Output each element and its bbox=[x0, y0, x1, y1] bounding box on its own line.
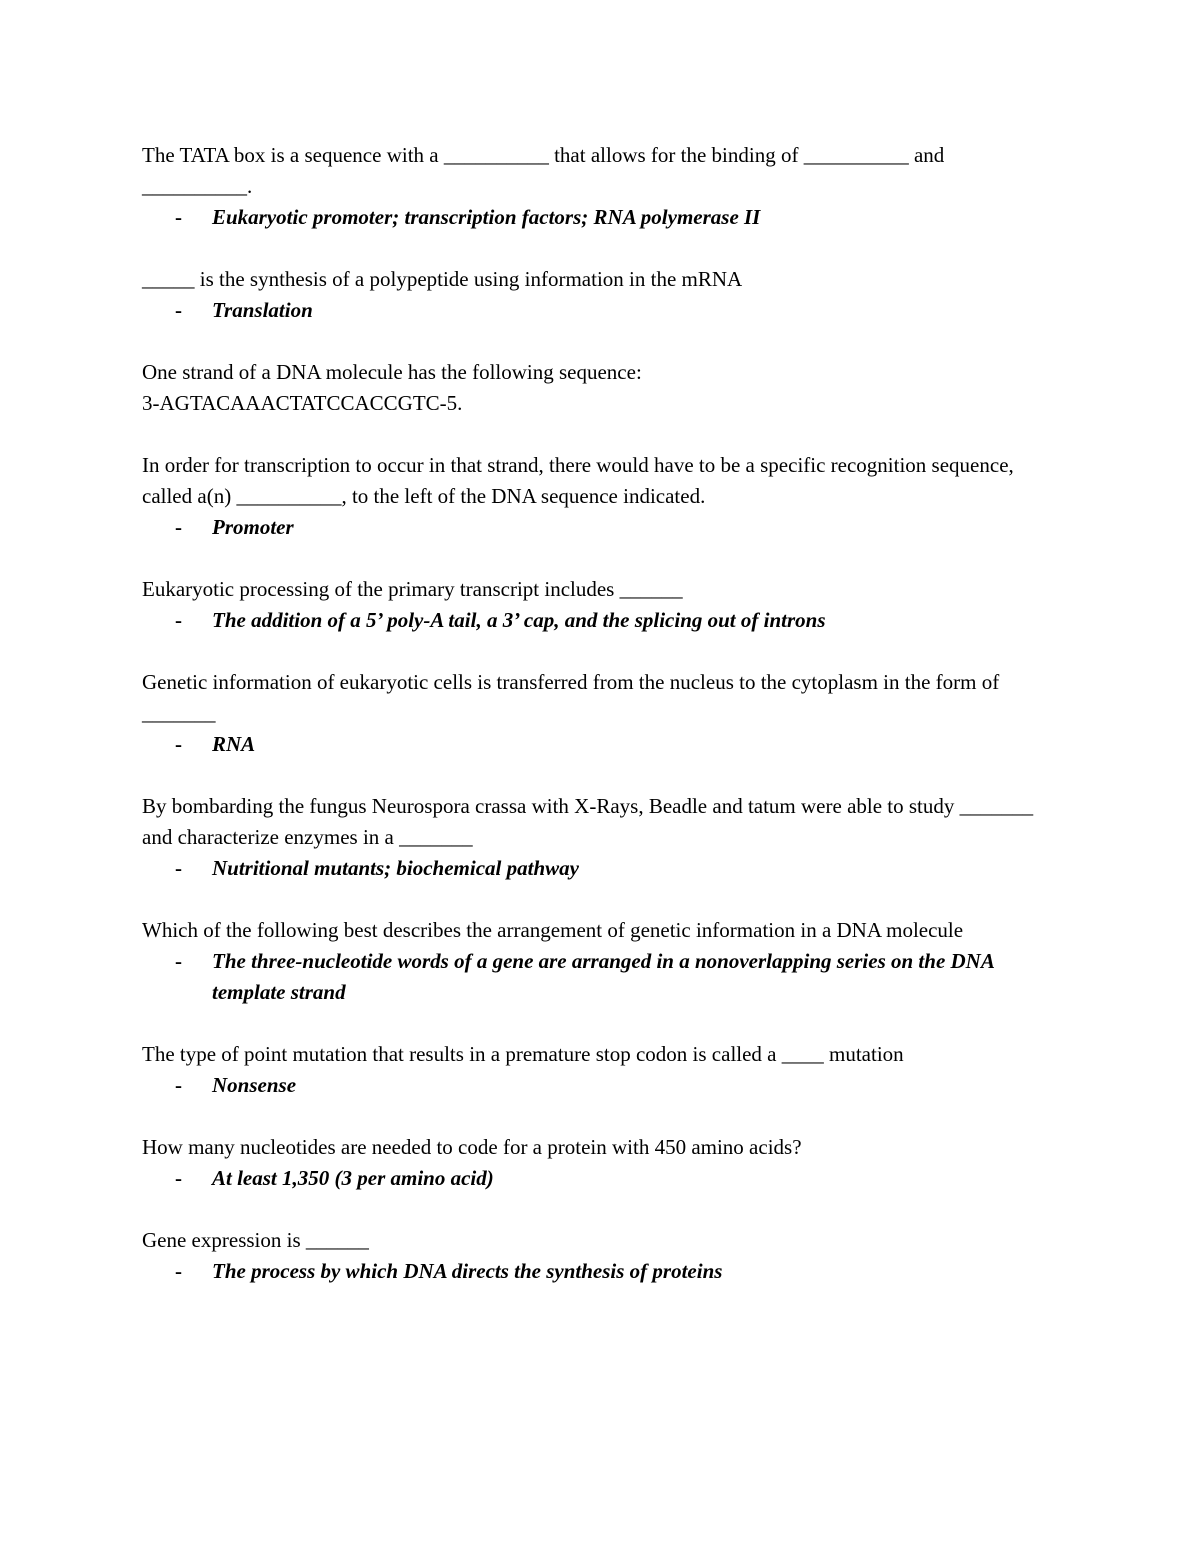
document-body bbox=[142, 140, 1057, 1287]
question-text: _____ is the synthesis of a polypeptide using information in the mRNA bbox=[142, 267, 743, 291]
bullet-dash: - bbox=[175, 515, 182, 539]
qa-item-translation bbox=[142, 264, 1057, 326]
answer-label: Eukaryotic promoter; transcription factors; RNA polymerase II bbox=[212, 205, 761, 229]
bullet-dash: - bbox=[175, 298, 182, 322]
qa-item-gene-expression bbox=[142, 1225, 1057, 1287]
question-text: Gene expression is ______ bbox=[142, 1228, 369, 1252]
bullet-dash: - bbox=[175, 608, 182, 632]
answer-text bbox=[142, 512, 1057, 543]
qa-item-promoter bbox=[142, 450, 1057, 543]
answer-text bbox=[142, 605, 1057, 636]
bullet-dash: - bbox=[175, 856, 182, 880]
qa-item-neurospora bbox=[142, 791, 1057, 884]
bullet-dash: - bbox=[175, 1166, 182, 1190]
bullet-dash: - bbox=[175, 732, 182, 756]
answer-text bbox=[142, 729, 1057, 760]
answer-text bbox=[142, 946, 1057, 1008]
qa-item-point-mutation bbox=[142, 1039, 1057, 1101]
qa-item-genetic-info bbox=[142, 667, 1057, 760]
bullet-dash: - bbox=[175, 1073, 182, 1097]
answer-label: Nutritional mutants; biochemical pathway bbox=[212, 856, 579, 880]
answer-label: Nonsense bbox=[212, 1073, 297, 1097]
qa-item-arrangement bbox=[142, 915, 1057, 1008]
answer-label: Promoter bbox=[212, 515, 294, 539]
bullet-dash: - bbox=[175, 1259, 182, 1283]
answer-label: The addition of a 5’ poly-A tail, a 3’ cap, and the splicing out of introns bbox=[212, 608, 826, 632]
question-text: One strand of a DNA molecule has the following sequence: bbox=[142, 360, 642, 384]
answer-text bbox=[142, 1256, 1057, 1287]
question-text: The TATA box is a sequence with a __________ that allows for the binding of __________ and __________. bbox=[142, 143, 945, 198]
answer-label: Translation bbox=[212, 298, 313, 322]
bullet-dash: - bbox=[175, 949, 182, 973]
answer-label: RNA bbox=[212, 732, 256, 756]
question-text: Which of the following best describes the arrangement of genetic information in a DNA molecule bbox=[142, 918, 964, 942]
qa-item-tata-box bbox=[142, 140, 1057, 233]
question-text: The type of point mutation that results in a premature stop codon is called a ____ mutation bbox=[142, 1042, 904, 1066]
qa-item-nucleotides bbox=[142, 1132, 1057, 1194]
answer-label: At least 1,350 (3 per amino acid) bbox=[212, 1166, 494, 1190]
question-text: Genetic information of eukaryotic cells is transferred from the nucleus to the cytoplasm in the form of _______ bbox=[142, 670, 1000, 725]
answer-label: The process by which DNA directs the synthesis of proteins bbox=[212, 1259, 723, 1283]
dna-sequence: 3-AGTACAAACTATCCACCGTC-5. bbox=[142, 391, 463, 415]
answer-label: The three-nucleotide words of a gene are arranged in a nonoverlapping series on the DNA template strand bbox=[212, 949, 994, 1004]
answer-text bbox=[142, 1163, 1057, 1194]
question-text: How many nucleotides are needed to code for a protein with 450 amino acids? bbox=[142, 1135, 802, 1159]
question-text: By bombarding the fungus Neurospora crassa with X-Rays, Beadle and tatum were able to study _______ and characterize enzymes in a _______ bbox=[142, 794, 1034, 849]
question-text: Eukaryotic processing of the primary transcript includes ______ bbox=[142, 577, 683, 601]
answer-text bbox=[142, 1070, 1057, 1101]
bullet-dash: - bbox=[175, 205, 182, 229]
answer-text bbox=[142, 853, 1057, 884]
question-text: In order for transcription to occur in that strand, there would have to be a specific recognition sequence, called a(n) __________, to the left of the DNA sequence indicated. bbox=[142, 453, 1014, 508]
answer-text bbox=[142, 202, 1057, 233]
answer-text bbox=[142, 295, 1057, 326]
qa-item-processing bbox=[142, 574, 1057, 636]
qa-item-dna-strand bbox=[142, 357, 1057, 419]
